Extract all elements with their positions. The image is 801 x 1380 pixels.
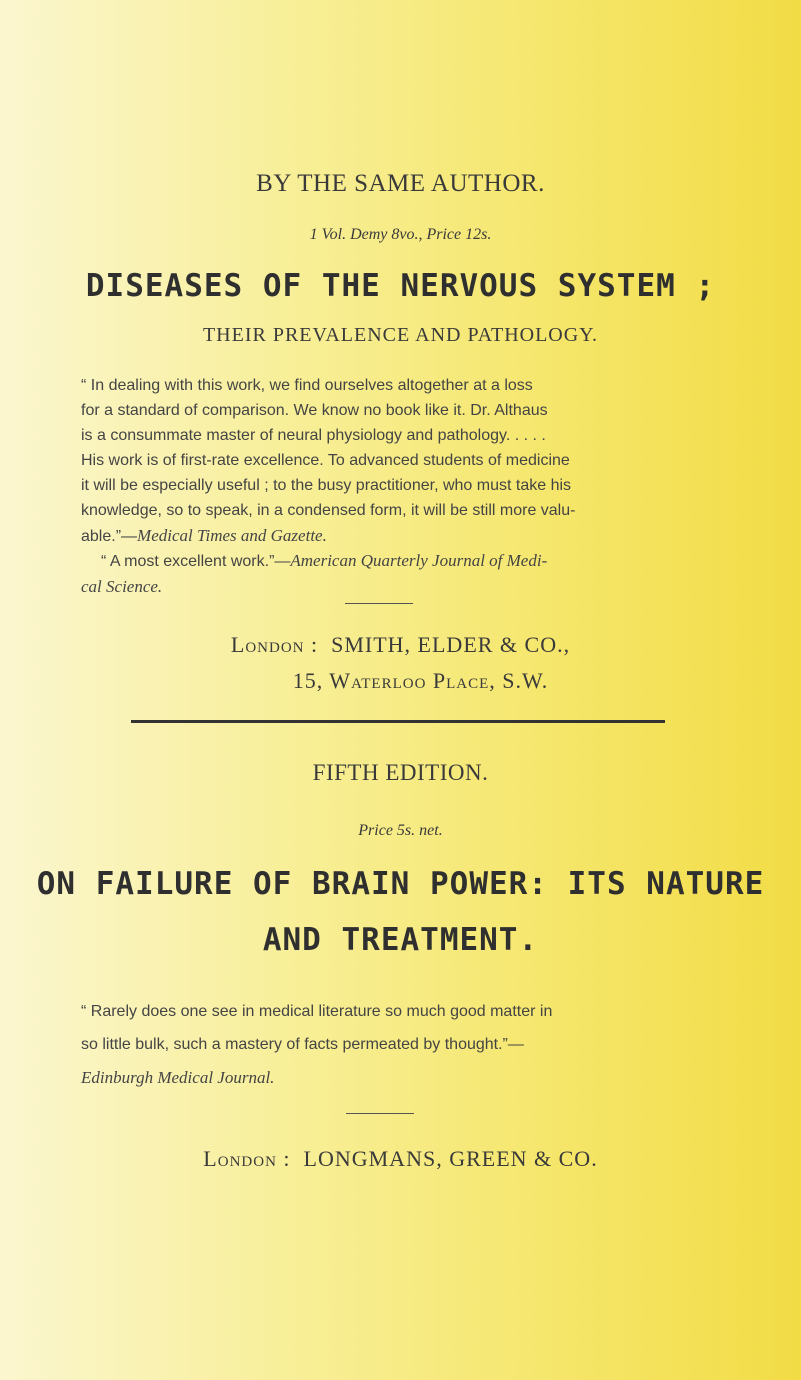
price-line: Price 5s. net. — [358, 822, 443, 839]
quote-source: American Quarterly Journal of Medi- — [290, 551, 548, 570]
same-author-heading: BY THE SAME AUTHOR. — [256, 170, 545, 197]
quote-line: “ Rarely does one see in medical literature so much good matter in — [81, 1003, 553, 1020]
quote-line: “ In dealing with this work, we find ourselves altogether at a loss — [81, 377, 533, 394]
publisher-name: LONGMANS, GREEN & CO. — [303, 1146, 598, 1171]
book-title-brain-power-1: ON FAILURE OF BRAIN POWER: ITS NATURE — [36, 866, 765, 902]
publisher-prefix: London : — [203, 1146, 291, 1171]
book-title-nervous-system: DISEASES OF THE NERVOUS SYSTEM ; — [85, 268, 716, 304]
edition-heading: FIFTH EDITION. — [312, 760, 489, 785]
publisher-name: SMITH, ELDER & CO., — [331, 632, 571, 657]
quote-line-end — [81, 523, 723, 549]
quote-source-continued: cal Science. — [81, 577, 163, 596]
publisher-line — [0, 632, 801, 658]
section-divider — [131, 720, 665, 723]
review-quote-2 — [81, 548, 723, 600]
review-quote-1 — [81, 373, 723, 549]
quote-line: it will be especially useful ; to the busy practitioner, who must take his — [81, 477, 572, 494]
publisher-line-2 — [0, 1146, 801, 1172]
divider-rule — [346, 1113, 414, 1114]
quote-source: Edinburgh Medical Journal. — [81, 1068, 275, 1087]
book-title-brain-power-2: AND TREATMENT. — [262, 922, 539, 958]
quote-text: able.”— — [81, 528, 138, 545]
divider-rule — [345, 603, 413, 604]
publisher-prefix: London : — [230, 632, 319, 657]
quote-text: “ A most excellent work.”— — [101, 553, 291, 570]
quote-source: Medical Times and Gazette. — [137, 526, 327, 545]
book-subtitle: THEIR PREVALENCE AND PATHOLOGY. — [202, 324, 599, 346]
quote-line: knowledge, so to speak, in a condensed form, it will be still more valu- — [81, 502, 576, 519]
quote-line: is a consummate master of neural physiology and pathology. . . . . — [81, 427, 546, 444]
quote-line: His work is of first-rate excellence. To advanced students of medicine — [81, 452, 570, 469]
publisher-address: 15, Waterloo Place, S.W. — [292, 668, 549, 693]
quote-line: for a standard of comparison. We know no book like it. Dr. Althaus — [81, 402, 548, 419]
quote-line: so little bulk, such a mastery of facts permeated by thought.”— — [81, 1036, 524, 1053]
edition-price-line: 1 Vol. Demy 8vo., Price 12s. — [309, 226, 492, 243]
review-quote-3 — [81, 995, 723, 1095]
